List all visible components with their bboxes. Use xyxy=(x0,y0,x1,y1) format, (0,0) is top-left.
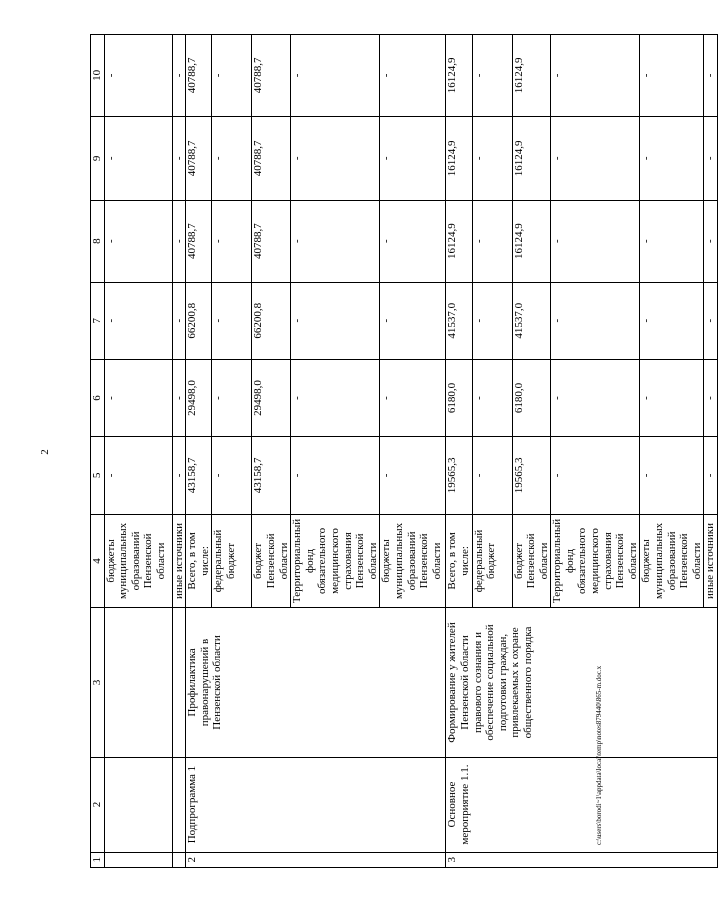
program-name: Основное мероприятие 1.1. xyxy=(446,757,718,852)
source-label: Всего, в том числе: xyxy=(446,514,472,608)
table-row: Территориальный фонд обязательного медицинского страхования Пензенской области - - - - - - xyxy=(291,35,380,868)
header-cell: 6 xyxy=(91,359,105,436)
row-number: 3 xyxy=(446,852,718,867)
table-row: бюджет Пензенской области 43158,7 29498,0 66200,8 40788,7 40788,7 40788,7 xyxy=(252,35,291,868)
source-label: Территориальный фонд обязательного медицинского страхования Пензенской области xyxy=(551,514,640,608)
source-label: иные источники xyxy=(172,514,186,608)
source-label: бюджеты муниципальных образований Пензенской области xyxy=(104,514,172,608)
source-label: бюджет Пензенской области xyxy=(512,514,551,608)
source-label: иные источники xyxy=(704,514,718,608)
table-row: Территориальный фонд обязательного медицинского страхования Пензенской области - - - - - - xyxy=(551,35,640,868)
header-cell: 10 xyxy=(91,35,105,117)
source-label: бюджет Пензенской области xyxy=(252,514,291,608)
program-description: Профилактика правонарушений в Пензенской области xyxy=(186,608,446,757)
row-number: 2 xyxy=(186,852,446,867)
table-row: бюджет Пензенской области 19565,3 6180,0 41537,0 16124,9 16124,9 16124,9 xyxy=(512,35,551,868)
table-row: 3 Основное мероприятие 1.1. Формирование у жителей Пензенской области правового сознания и обеспечение социальной подготовки граждан, привлекаемых к охране общественного порядка Всего, в том числе: 19565,3 6180,0 41537,0 16124,9 16124,9 16124,9 xyxy=(446,35,472,868)
table-row: 2 Подпрограмма 1 Профилактика правонарушений в Пензенской области Всего, в том числе: 43158,7 29498,0 66200,8 40788,7 40788,7 40788,7 xyxy=(186,35,212,868)
budget-table xyxy=(90,34,718,868)
header-cell: 8 xyxy=(91,200,105,282)
table-row: иные источники - - - - - - xyxy=(172,35,186,868)
source-label: федеральный бюджет xyxy=(472,514,512,608)
header-cell: 2 xyxy=(91,757,105,852)
page-number: 2 xyxy=(39,449,51,455)
header-cell: 5 xyxy=(91,437,105,514)
table-row: федеральный бюджет - - - - - - xyxy=(212,35,252,868)
source-label: федеральный бюджет xyxy=(212,514,252,608)
table-row: иные источники - - - - - - xyxy=(704,35,718,868)
header-cell: 9 xyxy=(91,116,105,200)
table-row: федеральный бюджет - - - - - - xyxy=(472,35,512,868)
source-label: Всего, в том числе: xyxy=(186,514,212,608)
header-cell: 1 xyxy=(91,852,105,867)
table-row: бюджеты муниципальных образований Пензенской области - - - - - - xyxy=(104,35,172,868)
source-label: бюджеты муниципальных образований Пензенской области xyxy=(640,514,704,608)
header-cell: 4 xyxy=(91,514,105,608)
column-numbers-row xyxy=(91,35,105,868)
header-cell: 7 xyxy=(91,282,105,359)
table-row: бюджеты муниципальных образований Пензенской области - - - - - - xyxy=(640,35,704,868)
source-label: Территориальный фонд обязательного медицинского страхования Пензенской области xyxy=(291,514,380,608)
header-cell: 3 xyxy=(91,608,105,757)
program-description: Формирование у жителей Пензенской области правового сознания и обеспечение социальной подготовки граждан, привлекаемых к охране общественного порядка xyxy=(446,608,718,757)
program-name: Подпрограмма 1 xyxy=(186,757,446,852)
footer-file-path: c:\users\borodi~1\appdata\local\temp\notes879440\865-m.doc.x xyxy=(595,665,603,845)
table-row: бюджеты муниципальных образований Пензенской области - - - - - - xyxy=(380,35,446,868)
source-label: бюджеты муниципальных образований Пензенской области xyxy=(380,514,446,608)
